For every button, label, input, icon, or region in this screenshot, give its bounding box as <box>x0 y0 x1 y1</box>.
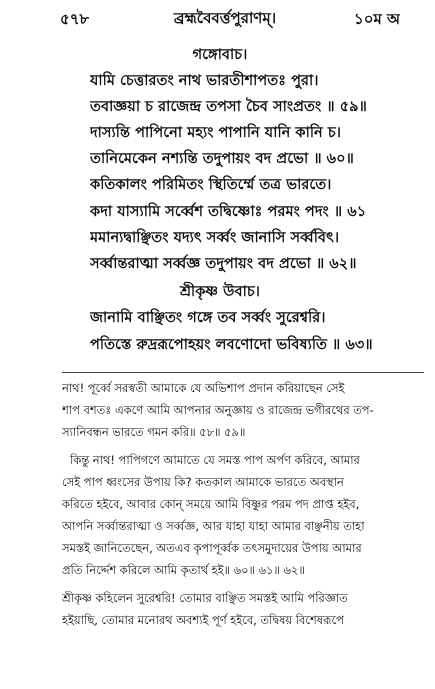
verse-line: কদা যাস্যামি সর্ব্বেশ তদ্বিষ্ণোঃ পরমং পদং ॥ ৬১ <box>90 203 367 220</box>
translation-line: শাপ বশতঃ একণে আমি আপনার অনুজ্ঞায় ও রাজেন্দ্র ভগীরথের তপ- <box>62 403 374 417</box>
verse-line: যামি চেত্তারতং নাথ ভারতীশাপতঃ পুরা। <box>90 72 319 89</box>
translation-line: আপনি সর্ব্বান্তরাত্মা ও সর্ব্বজ্ঞ, আর যাহা যাহা আমার বাঞ্ছনীয় তাহা <box>62 519 365 533</box>
verse-line: সর্ব্বান্তরাত্মা সর্ব্বজ্ঞ তদুপায়ং বদ প্রভো ॥ ৬২॥ <box>90 255 357 272</box>
verse-line: দাস্যন্তি পাপিনো মহ্যং পাপানি যানি কানি চ। <box>90 124 341 141</box>
page-number: ৫৭৮ <box>60 10 90 28</box>
verse-line: জানামি বাঞ্ছিতং গঙ্গে তব সর্ব্বং সুরেশ্বরি। <box>90 309 326 326</box>
translation-line: সমস্তই জানিতেছেন, অতএব কৃপাপূর্ব্বক তৎসমুদায়ের উপায় আমার <box>62 541 362 555</box>
translation-line: নাথ! পূর্ব্বে সরস্বতী আমাকে যে অভিশাপ প্রদান করিয়াছেন সেই <box>62 381 345 395</box>
translation-line: স্যানিবন্ধন ভারতে গমন করি॥ ৫৮॥ ৫৯॥ <box>62 425 246 439</box>
section-divider <box>62 372 424 373</box>
translation-line: সেই পাপ ধ্বংসের উপায় কি? কতকাল আমাকে ভারতে অবস্থান <box>62 475 344 489</box>
verse-line: তানিমেকেন নশ্যন্তি তদুপায়ং বদ প্রভো ॥ ৬০॥ <box>90 150 354 167</box>
page-title: ব্রহ্মবৈবর্ত্তপুরাণম্। <box>173 9 277 27</box>
translation-line: হইয়াছি, তোমার মনোরথ অবশ্যই পূর্ণ হইবে, তদ্বিষয় বিশেষরূপে <box>62 613 344 627</box>
verse-line: কতিকালং পরিমিতং স্থিতির্ম্মে তত্র ভারতে। <box>90 176 332 193</box>
translation-line: করিতে হইবে, আবার কোন্ সময়ে আমি বিষ্ণুর পরম পদ প্রাপ্ত হইব, <box>62 497 360 511</box>
chapter-label: ১০ম অ <box>354 10 401 28</box>
verse-line: তবাজ্ঞয়া চ রাজেন্দ্র তপসা চৈব সাংপ্রতং ॥ ৫৯॥ <box>90 98 367 115</box>
translation-line: প্রতি নির্দ্দেশ করিলে আমি কৃতার্থ হই॥ ৬০॥ ৬১॥ ৬২॥ <box>62 563 305 577</box>
verse-line: পতিস্তে রুদ্ররূপোহয়ং লবণোদো ভবিষ্যতি ॥ ৬৩॥ <box>90 336 373 353</box>
verse-line: মমান্যদ্বাঞ্ছিতং যদ্যৎ সর্ব্বং জানাসি সর্ব্ববিৎ। <box>90 229 340 246</box>
speaker-heading: শ্রীকৃষ্ণ উবাচ। <box>180 283 260 300</box>
speaker-heading: গঙ্গোবাচ। <box>192 46 248 63</box>
translation-line: শ্রীকৃষ্ণ কহিলেন সুরেশ্বরি! তোমার বাঞ্ছিত সমস্তই আমি পরিজ্ঞাত <box>62 591 348 605</box>
translation-line: কিন্তু নাথ! পাপিগণে আমাতে যে সমস্ত পাপ অর্পণ করিবে, আমার <box>70 453 360 467</box>
